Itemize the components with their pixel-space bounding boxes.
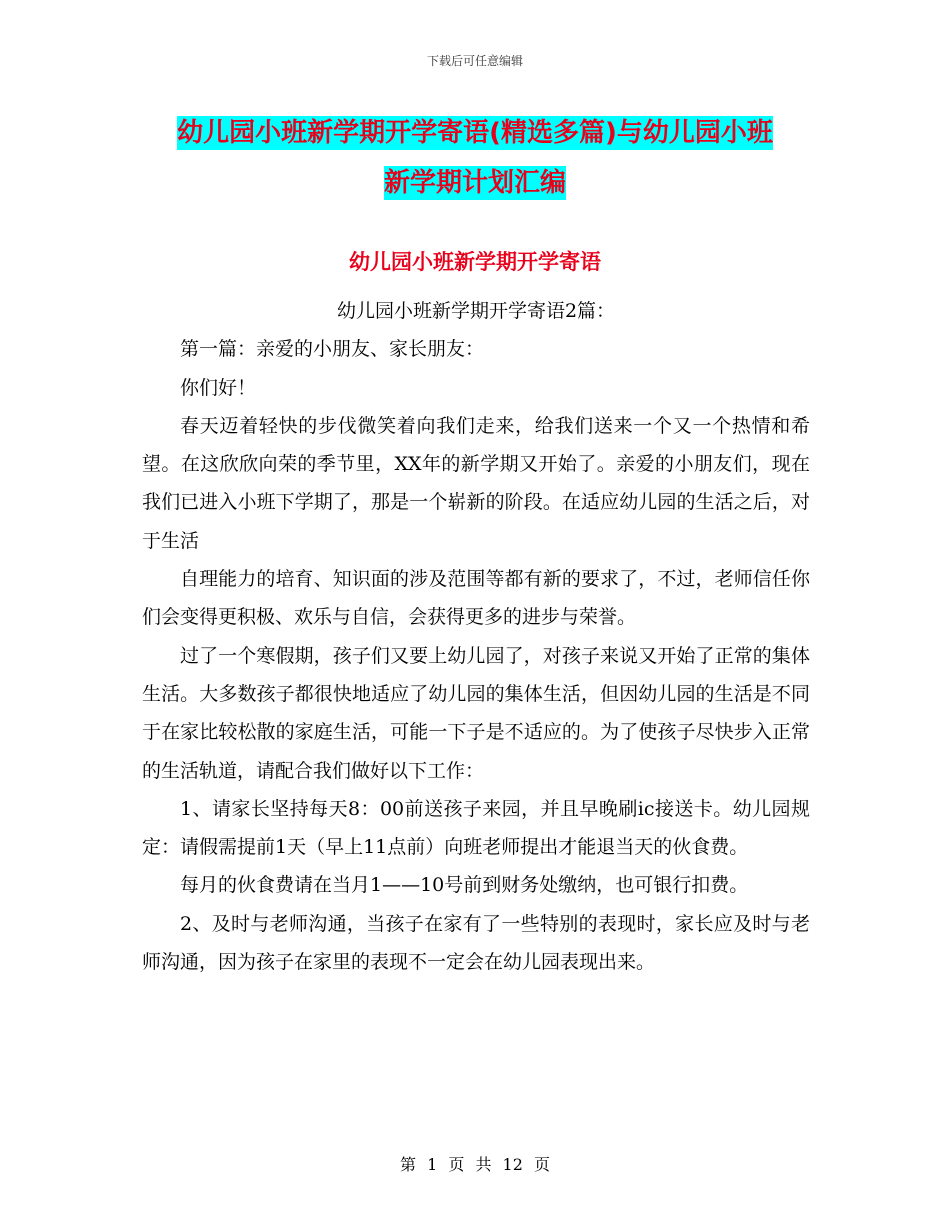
paragraph: 过了一个寒假期，孩子们又要上幼儿园了，对孩子来说又开始了正常的集体生活。大多数孩子都很快地适应了幼儿园的集体生活，但因幼儿园的生活是不同于在家比较松散的家庭生活，可能一下子是不适应的。为了使孩子尽快步入正常的生活轨道，请配合我们做好以下工作： (142, 644, 810, 782)
document-title-line-1: 幼儿园小班新学期开学寄语(精选多篇)与幼儿园小班 (177, 118, 773, 148)
document-body (142, 292, 810, 981)
section-title: 幼儿园小班新学期开学寄语 (349, 250, 601, 274)
page-number-footer: 第 1 页 共 12 页 (400, 1155, 550, 1174)
document-title-line-2: 新学期计划汇编 (383, 168, 566, 198)
paragraph-greeting: 你们好！ (180, 376, 257, 399)
paragraph-item-1: 1、请家长坚持每天8：00前送孩子来园，并且早晚刷ic接送卡。幼儿园规定：请假需提前1天（早上11点前）向班老师提出才能退当天的伙食费。 (142, 797, 810, 859)
paragraph-item-2: 2、及时与老师沟通，当孩子在家有了一些特别的表现时，家长应及时与老师沟通，因为孩子在家里的表现不一定会在幼儿园表现出来。 (142, 912, 810, 974)
paragraph-greeting-heading: 第一篇：亲爱的小朋友、家长朋友： (180, 338, 485, 361)
paragraph-intro: 幼儿园小班新学期开学寄语2篇： (336, 300, 616, 322)
paragraph: 自理能力的培育、知识面的涉及范围等都有新的要求了，不过，老师信任你们会变得更积极、欢乐与自信，会获得更多的进步与荣誉。 (142, 568, 810, 629)
document-title (150, 108, 800, 208)
paragraph: 每月的伙食费请在当月1——10号前到财务处缴纳，也可银行扣费。 (180, 874, 749, 897)
page-header-note: 下载后可任意编辑 (426, 54, 523, 68)
paragraph: 春天迈着轻快的步伐微笑着向我们走来，给我们送来一个又一个热情和希望。在这欣欣向荣的季节里，XX年的新学期又开始了。亲爱的小朋友们，现在我们已进入小班下学期了，那是一个崭新的阶段。在适应幼儿园的生活之后，对于生活 (142, 414, 810, 552)
